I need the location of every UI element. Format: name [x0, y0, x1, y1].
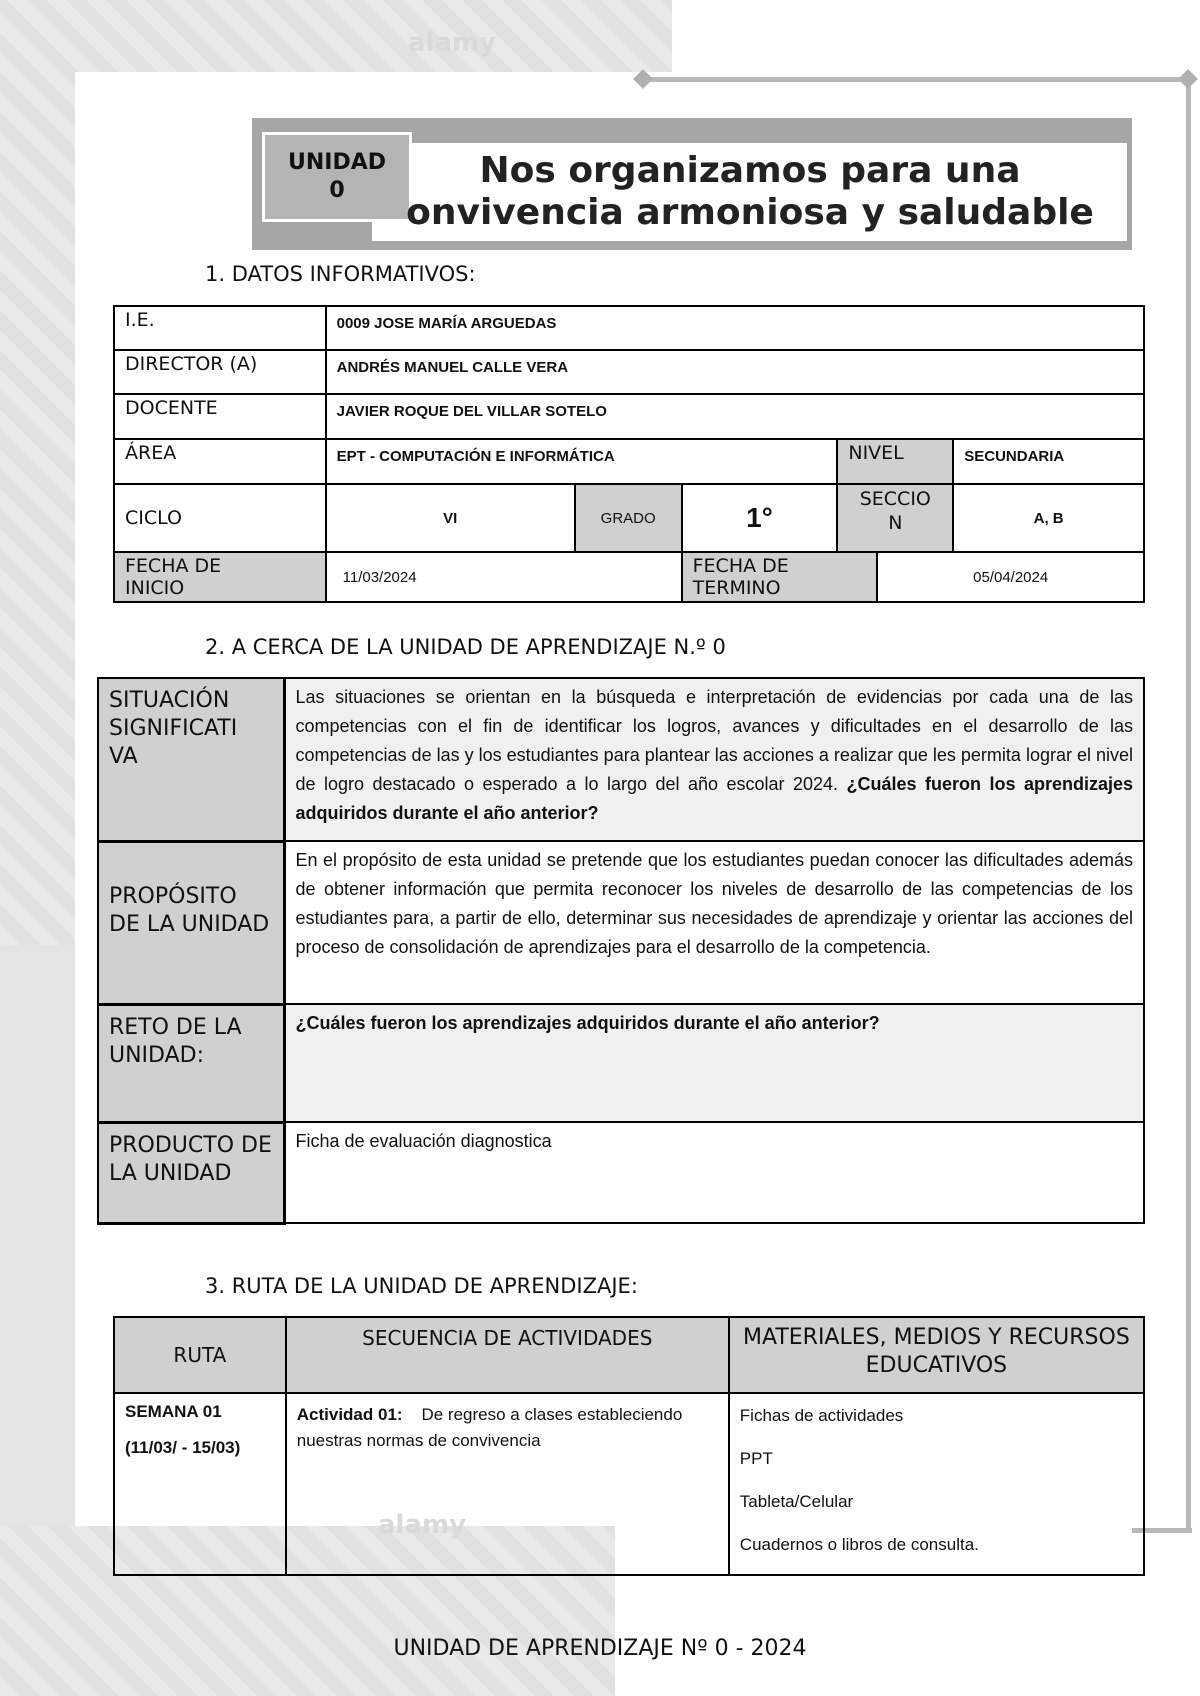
- producto-text: Ficha de evaluación diagnostica: [284, 1122, 1144, 1223]
- material-item: PPT: [739, 1449, 773, 1468]
- col-materiales-header: MATERIALES, MEDIOS Y RECURSOS EDUCATIVOS: [729, 1317, 1144, 1393]
- seccion-value: A, B: [953, 484, 1144, 552]
- fecha-inicio-label: [114, 552, 326, 602]
- proposito-label: PROPÓSITO DE LA UNIDAD: [98, 841, 284, 1004]
- fecha-termino-label-line2: TERMINO: [692, 577, 781, 599]
- fecha-inicio-value: 11/03/2024: [326, 552, 682, 602]
- ie-label: I.E.: [114, 306, 326, 350]
- ciclo-label: CICLO: [114, 484, 326, 552]
- grado-value: 1°: [682, 484, 838, 552]
- fecha-termino-label: [682, 552, 878, 602]
- actividad-cell: [286, 1393, 729, 1575]
- producto-label: PRODUCTO DE LA UNIDAD: [98, 1122, 284, 1223]
- director-label: DIRECTOR (A): [114, 350, 326, 394]
- docente-value: JAVIER ROQUE DEL VILLAR SOTELO: [326, 394, 1144, 439]
- fecha-inicio-label-line1: FECHA DE: [125, 555, 222, 577]
- page-title: [400, 143, 1100, 241]
- datos-informativos-table: [113, 305, 1145, 603]
- proposito-text: En el propósito de esta unidad se pretende que los estudiantes puedan conocer las dificultades además de obtener información que permita reconocer los niveles de desarrollo de las competencias de los estudiantes para, a partir de ello, determinar sus necesidades de aprendizaje y orientar las acciones del proceso de consolidación de aprendizajes para el desarrollo de la competencia.: [284, 841, 1144, 1004]
- situacion-text: Las situaciones se orientan en la búsqueda e interpretación de evidencias por cada una de las competencias con el fin de identificar los logros, avances y dificultades en el desarrollo de las competencias de las y los estudiantes para plantear las acciones a realizar que les permita lograr el nivel de logro destacado o esperado a lo largo del año escolar 2024.: [295, 687, 1133, 794]
- ruta-fechas: (11/03/ - 15/03): [125, 1438, 241, 1457]
- section-title-unidad: 2. A CERCA DE LA UNIDAD DE APRENDIZAJE N.º 0: [205, 635, 726, 659]
- ie-value: 0009 JOSE MARÍA ARGUEDAS: [326, 306, 1144, 350]
- material-item: Tableta/Celular: [739, 1492, 854, 1511]
- watermark-top: alamy: [408, 28, 497, 58]
- reto-text: ¿Cuáles fueron los aprendizajes adquiridos durante el año anterior?: [284, 1004, 1144, 1122]
- reto-label: RETO DE LA UNIDAD:: [98, 1004, 284, 1122]
- actividad-label: Actividad 01:: [296, 1405, 403, 1424]
- material-item: Fichas de actividades: [739, 1406, 904, 1425]
- fecha-termino-value: 05/04/2024: [877, 552, 1144, 602]
- col-ruta-header: RUTA: [114, 1317, 286, 1393]
- section-title-ruta: 3. RUTA DE LA UNIDAD DE APRENDIZAJE:: [205, 1274, 638, 1298]
- col-secuencia-header: SECUENCIA DE ACTIVIDADES: [286, 1317, 729, 1393]
- page-footer: UNIDAD DE APRENDIZAJE Nº 0 - 2024: [393, 1636, 807, 1661]
- seccion-label-line1: SECCIO: [859, 488, 931, 510]
- page-title-line1: Nos organizamos para una: [479, 150, 1021, 191]
- nivel-value: SECUNDARIA: [953, 439, 1144, 484]
- unit-badge: [262, 132, 412, 222]
- unit-badge-line2: 0: [329, 178, 345, 203]
- docente-label: DOCENTE: [114, 394, 326, 439]
- situacion-label: SITUACIÓN SIGNIFICATI VA: [98, 678, 284, 841]
- ruta-cell: [114, 1393, 286, 1575]
- unidad-info-table: [97, 677, 1145, 1225]
- page-title-line2: onvivencia armoniosa y saludable: [406, 192, 1094, 233]
- ruta-semana: SEMANA 01: [125, 1402, 222, 1421]
- situacion-question: ¿Cuáles fueron los aprendizajes adquiridos durante el año anterior?: [295, 774, 1133, 823]
- director-value: ANDRÉS MANUEL CALLE VERA: [326, 350, 1144, 394]
- situacion-cell: [284, 678, 1144, 841]
- area-label: ÁREA: [114, 439, 326, 484]
- section-title-datos: 1. DATOS INFORMATIVOS:: [205, 262, 476, 286]
- actividad-text: De regreso a clases estableciendo nuestras normas de convivencia: [296, 1405, 683, 1450]
- grado-label: GRADO: [575, 484, 682, 552]
- material-item: Cuadernos o libros de consulta.: [739, 1535, 979, 1554]
- ciclo-value: VI: [326, 484, 575, 552]
- table-row: [114, 1393, 1144, 1575]
- nivel-label: NIVEL: [837, 439, 953, 484]
- watermark-bottom: alamy: [378, 1510, 467, 1540]
- ruta-table: [113, 1316, 1145, 1576]
- materiales-cell: [729, 1393, 1144, 1575]
- seccion-label-line2: N: [888, 512, 903, 534]
- area-value: EPT - COMPUTACIÓN E INFORMÁTICA: [326, 439, 838, 484]
- unit-badge-line1: UNIDAD: [287, 150, 386, 175]
- seccion-label: [837, 484, 953, 552]
- fecha-inicio-label-line2: INICIO: [125, 577, 185, 599]
- fecha-termino-label-line1: FECHA DE: [692, 555, 789, 577]
